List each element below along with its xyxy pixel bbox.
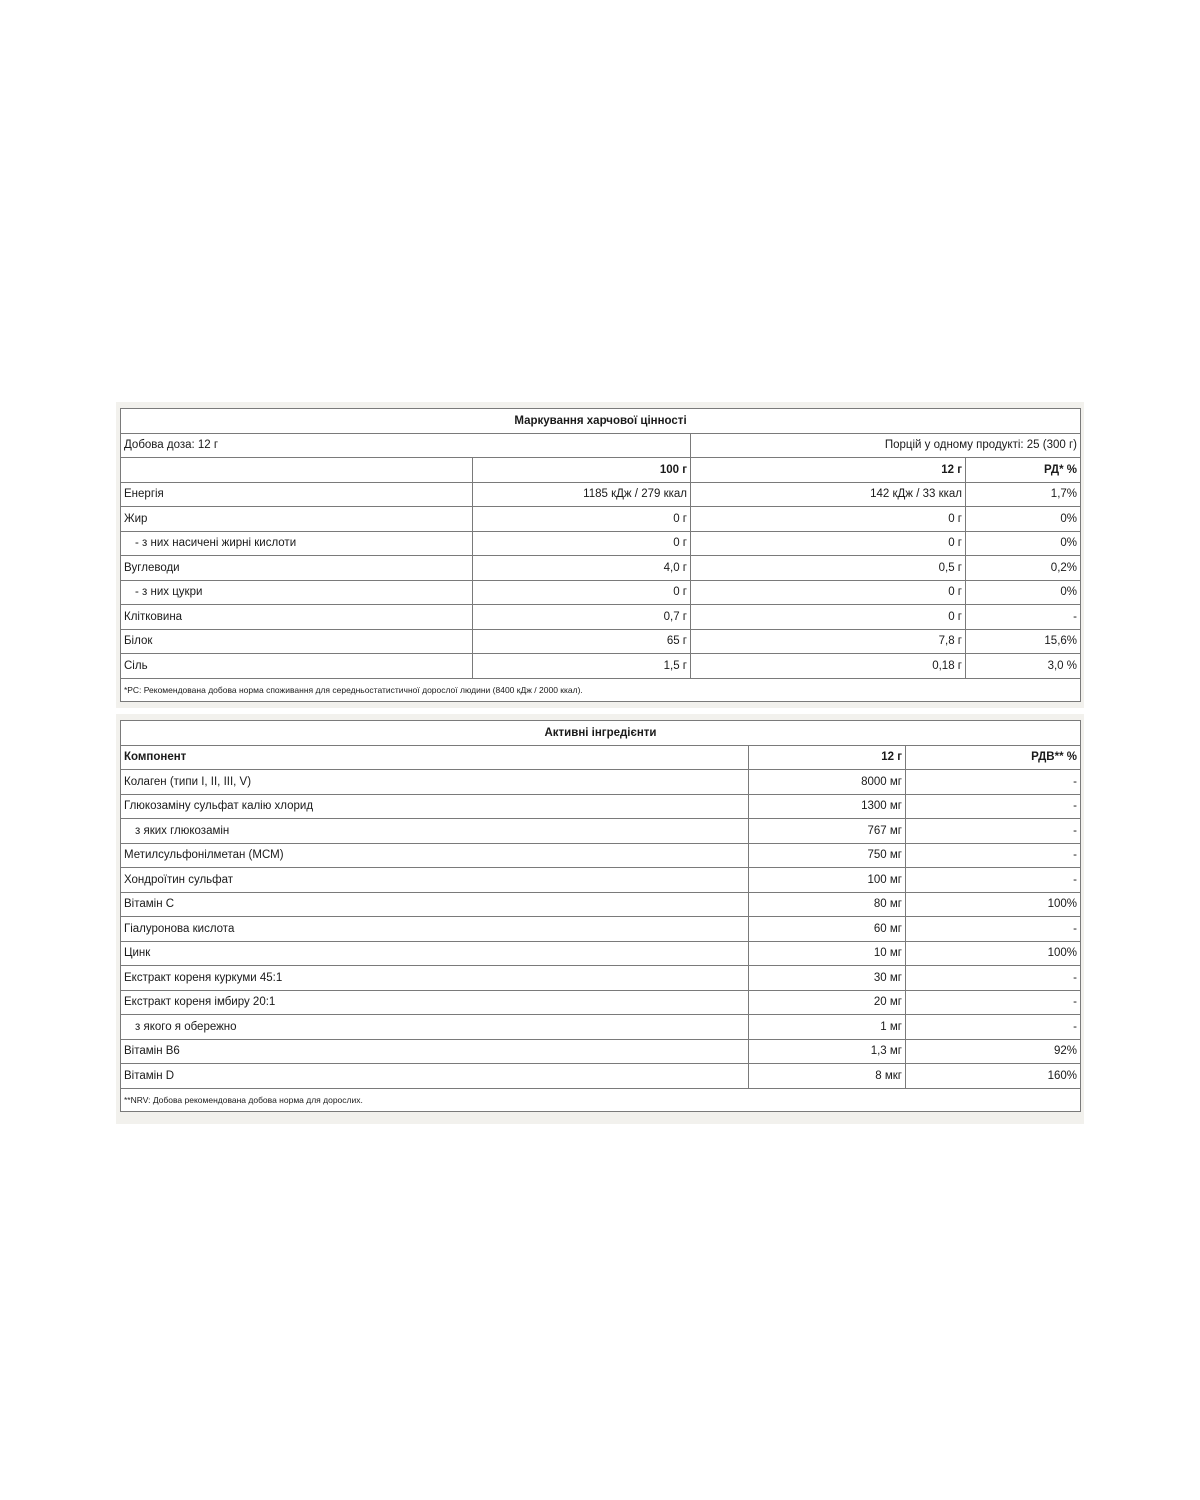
nutrition-header-row — [121, 458, 1081, 483]
nutrient-per12: 0,5 г — [691, 556, 966, 581]
nutrition-footnote-row — [121, 678, 1081, 701]
nutrient-rda: 15,6% — [966, 629, 1081, 654]
ingredient-rdv: - — [906, 990, 1081, 1015]
ingredient-rdv: 100% — [906, 941, 1081, 966]
nutrient-per12: 0 г — [691, 580, 966, 605]
nutrient-rda: 0% — [966, 580, 1081, 605]
table-row — [121, 482, 1081, 507]
ingredient-amount: 1,3 мг — [749, 1039, 906, 1064]
nutrient-per100: 1185 кДж / 279 ккал — [473, 482, 691, 507]
nutrition-panel — [116, 402, 1084, 708]
ingredient-rdv: - — [906, 917, 1081, 942]
table-row — [121, 629, 1081, 654]
nutrient-per100: 65 г — [473, 629, 691, 654]
nutrient-per100: 0 г — [473, 507, 691, 532]
ingredient-amount: 8 мкг — [749, 1064, 906, 1089]
ingredient-rdv: - — [906, 770, 1081, 795]
ingredient-rdv: 92% — [906, 1039, 1081, 1064]
ingredients-footnote-row — [121, 1088, 1081, 1111]
nutrient-rda: 0% — [966, 531, 1081, 556]
table-row — [121, 966, 1081, 991]
ingredient-amount: 30 мг — [749, 966, 906, 991]
nutrient-per12: 0 г — [691, 507, 966, 532]
ingredient-rdv: - — [906, 868, 1081, 893]
nutrient-name: Жир — [121, 507, 473, 532]
nutrient-name: Енергія — [121, 482, 473, 507]
table-row — [121, 770, 1081, 795]
ingredient-name: Гіалуронова кислота — [121, 917, 749, 942]
table-row — [121, 868, 1081, 893]
table-row — [121, 507, 1081, 532]
nutrition-header-empty — [121, 458, 473, 483]
ingredient-amount: 750 мг — [749, 843, 906, 868]
table-row — [121, 819, 1081, 844]
ingredient-amount: 20 мг — [749, 990, 906, 1015]
table-row — [121, 1064, 1081, 1089]
ingredient-rdv: 100% — [906, 892, 1081, 917]
ingredients-title-row — [121, 721, 1081, 746]
ingredient-name: Вітамін D — [121, 1064, 749, 1089]
table-row — [121, 843, 1081, 868]
nutrient-per100: 0 г — [473, 531, 691, 556]
table-row — [121, 580, 1081, 605]
ingredients-header-rdv: РДВ** % — [906, 745, 1081, 770]
ingredient-name: Хондроїтин сульфат — [121, 868, 749, 893]
nutrient-per12: 0,18 г — [691, 654, 966, 679]
nutrient-per12: 0 г — [691, 605, 966, 630]
ingredient-name: Метилсульфонілметан (МСМ) — [121, 843, 749, 868]
nutrient-rda: 0% — [966, 507, 1081, 532]
nutrient-per12: 7,8 г — [691, 629, 966, 654]
ingredient-name: з яких глюкозамін — [121, 819, 749, 844]
table-row — [121, 892, 1081, 917]
table-row — [121, 917, 1081, 942]
ingredient-rdv: - — [906, 843, 1081, 868]
nutrient-name: - з них цукри — [121, 580, 473, 605]
nutrition-title-row — [121, 409, 1081, 434]
ingredients-header-row — [121, 745, 1081, 770]
table-row — [121, 1039, 1081, 1064]
nutrient-per100: 0 г — [473, 580, 691, 605]
ingredient-name: Вітамін С — [121, 892, 749, 917]
ingredient-name: з якого я обережно — [121, 1015, 749, 1040]
ingredient-name: Колаген (типи I, II, III, V) — [121, 770, 749, 795]
ingredients-footnote: **NRV: Добова рекомендована добова норма для дорослих. — [121, 1088, 1081, 1111]
ingredient-rdv: 160% — [906, 1064, 1081, 1089]
ingredients-table — [120, 720, 1081, 1112]
nutrient-name: Вуглеводи — [121, 556, 473, 581]
nutrient-rda: - — [966, 605, 1081, 630]
ingredients-header-amount: 12 г — [749, 745, 906, 770]
table-row — [121, 941, 1081, 966]
nutrient-rda: 3,0 % — [966, 654, 1081, 679]
table-row — [121, 990, 1081, 1015]
ingredient-amount: 1300 мг — [749, 794, 906, 819]
table-row — [121, 1015, 1081, 1040]
nutrient-name: Сіль — [121, 654, 473, 679]
table-row — [121, 654, 1081, 679]
ingredient-amount: 100 мг — [749, 868, 906, 893]
ingredients-panel — [116, 714, 1084, 1124]
table-row — [121, 605, 1081, 630]
nutrient-name: Білок — [121, 629, 473, 654]
ingredient-amount: 767 мг — [749, 819, 906, 844]
ingredient-rdv: - — [906, 794, 1081, 819]
nutrition-table — [120, 408, 1081, 702]
ingredient-amount: 8000 мг — [749, 770, 906, 795]
ingredient-name: Цинк — [121, 941, 749, 966]
ingredient-name: Екстракт кореня імбиру 20:1 — [121, 990, 749, 1015]
nutrition-header-rda: РД* % — [966, 458, 1081, 483]
ingredient-rdv: - — [906, 966, 1081, 991]
nutrient-per100: 1,5 г — [473, 654, 691, 679]
nutrient-name: - з них насичені жирні кислоти — [121, 531, 473, 556]
table-row — [121, 556, 1081, 581]
nutrient-per100: 4,0 г — [473, 556, 691, 581]
nutrient-per12: 142 кДж / 33 ккал — [691, 482, 966, 507]
ingredient-name: Екстракт кореня куркуми 45:1 — [121, 966, 749, 991]
servings-per-product: Порцій у одному продукті: 25 (300 г) — [691, 433, 1081, 458]
ingredient-amount: 10 мг — [749, 941, 906, 966]
ingredient-name: Вітамін В6 — [121, 1039, 749, 1064]
nutrient-name: Клітковина — [121, 605, 473, 630]
ingredient-rdv: - — [906, 1015, 1081, 1040]
nutrition-header-per12: 12 г — [691, 458, 966, 483]
nutrition-footnote: *РС: Рекомендована добова норма споживання для середньостатистичної дорослої людини (8400 кДж / 2000 ккал). — [121, 678, 1081, 701]
ingredient-amount: 60 мг — [749, 917, 906, 942]
daily-dose: Добова доза: 12 г — [121, 433, 691, 458]
ingredients-header-component: Компонент — [121, 745, 749, 770]
nutrient-rda: 0,2% — [966, 556, 1081, 581]
ingredient-amount: 1 мг — [749, 1015, 906, 1040]
table-row — [121, 794, 1081, 819]
ingredient-rdv: - — [906, 819, 1081, 844]
nutrition-dose-row — [121, 433, 1081, 458]
ingredient-name: Глюкозаміну сульфат калію хлорид — [121, 794, 749, 819]
ingredient-amount: 80 мг — [749, 892, 906, 917]
ingredients-title: Активні інгредієнти — [121, 721, 1081, 746]
nutrient-per12: 0 г — [691, 531, 966, 556]
nutrient-per100: 0,7 г — [473, 605, 691, 630]
nutrient-rda: 1,7% — [966, 482, 1081, 507]
nutrition-title: Маркування харчової цінності — [121, 409, 1081, 434]
table-row — [121, 531, 1081, 556]
nutrition-header-per100: 100 г — [473, 458, 691, 483]
